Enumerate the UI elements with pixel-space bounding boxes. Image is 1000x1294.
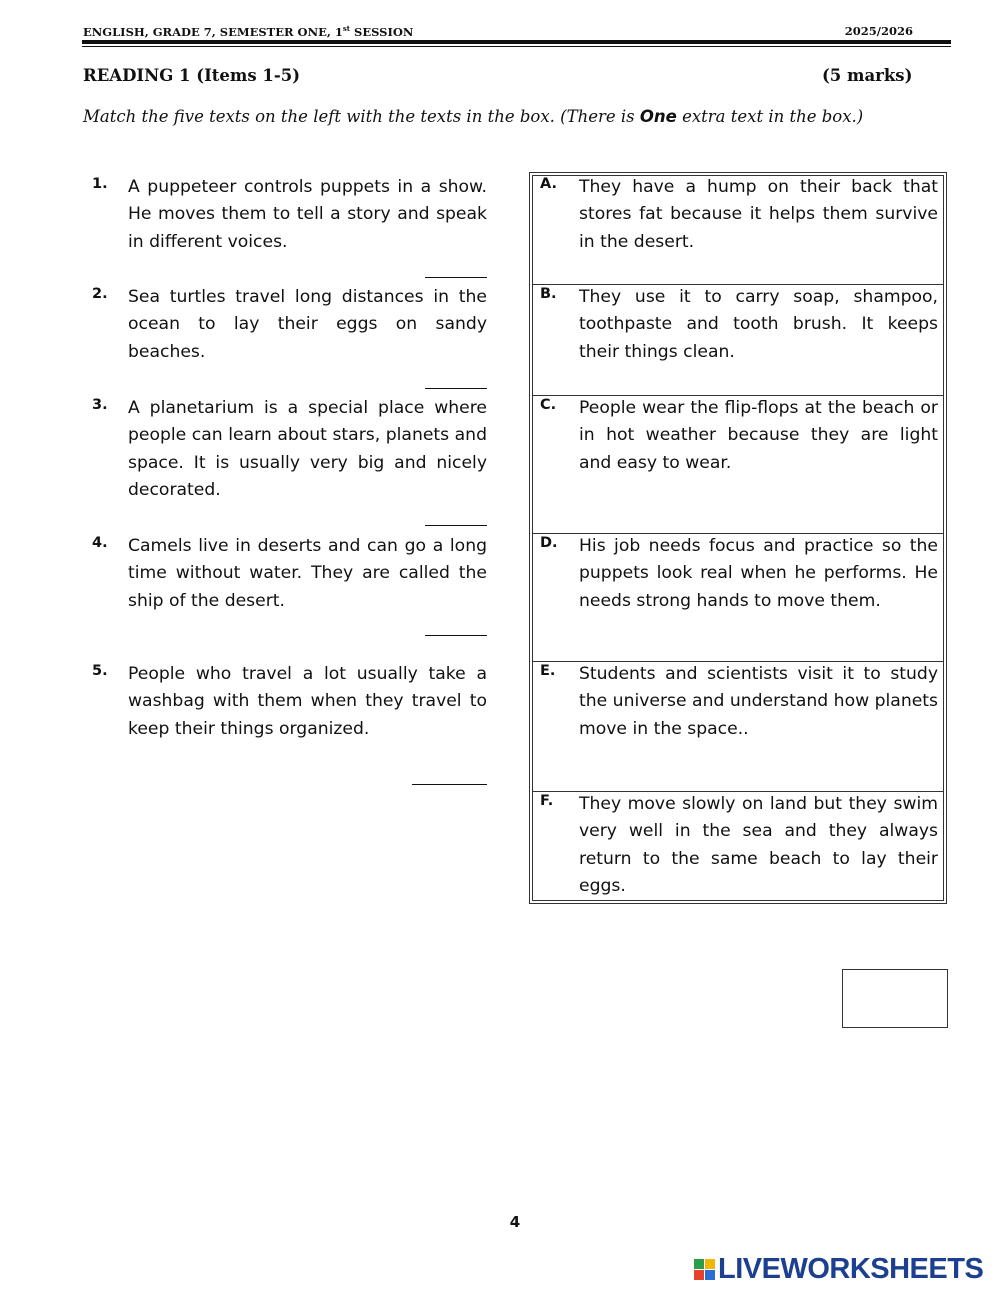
item-number: 1. bbox=[92, 176, 108, 192]
header-course: ENGLISH, GRADE 7, SEMESTER ONE, 1st SESSION bbox=[83, 24, 414, 39]
answer-blank-4[interactable] bbox=[425, 635, 487, 636]
section-marks: (5 marks) bbox=[822, 66, 913, 85]
item-number: 3. bbox=[92, 397, 108, 413]
option-letter: A. bbox=[540, 176, 557, 192]
header-rule-thin bbox=[82, 46, 951, 47]
liveworksheets-mark-icon bbox=[694, 1259, 716, 1281]
answer-blank-2[interactable] bbox=[425, 388, 487, 389]
item-number: 5. bbox=[92, 663, 108, 679]
option-letter: B. bbox=[540, 286, 557, 302]
item-number: 2. bbox=[92, 286, 108, 302]
item-text: Sea turtles travel long distances in the ocean to lay their eggs on sandy beaches. bbox=[128, 287, 487, 362]
option-letter: F. bbox=[540, 793, 554, 809]
section-title: READING 1 (Items 1-5) bbox=[83, 66, 301, 85]
score-box[interactable] bbox=[842, 969, 948, 1028]
item-number: 4. bbox=[92, 535, 108, 551]
option-text: His job needs focus and practice so the puppets look real when he performs. He needs strong hands to move them. bbox=[579, 536, 938, 611]
answer-blank-5[interactable] bbox=[412, 784, 487, 785]
option-text: Students and scientists visit it to study the universe and understand how planets move in the space.. bbox=[579, 664, 938, 739]
brand-name: LIVEWORKSHEETS bbox=[718, 1253, 984, 1285]
option-letter: E. bbox=[540, 663, 556, 679]
item-text: People who travel a lot usually take a washbag with them when they travel to keep their things organized. bbox=[128, 664, 487, 739]
item-text: Camels live in deserts and can go a long time without water. They are called the ship of the desert. bbox=[128, 536, 487, 611]
option-text: People wear the flip-flops at the beach or in hot weather because they are light and easy to wear. bbox=[579, 398, 938, 473]
answer-blank-3[interactable] bbox=[425, 525, 487, 526]
option-text: They move slowly on land but they swim very well in the sea and they always return to the same beach to lay their eggs. bbox=[579, 794, 938, 897]
instruction: Match the five texts on the left with the texts in the box. (There is One extra text in the box.) bbox=[83, 107, 864, 126]
answer-blank-1[interactable] bbox=[425, 277, 487, 278]
header-year: 2025/2026 bbox=[844, 24, 913, 38]
header-rule bbox=[82, 40, 951, 44]
page-header bbox=[83, 24, 913, 38]
option-text: They have a hump on their back that stores fat because it helps them survive in the desert. bbox=[579, 177, 938, 252]
item-text: A puppeteer controls puppets in a show. He moves them to tell a story and speak in different voices. bbox=[128, 177, 487, 252]
item-text: A planetarium is a special place where people can learn about stars, planets and space. It is usually very big and nicely decorated. bbox=[128, 398, 487, 501]
option-letter: C. bbox=[540, 397, 557, 413]
option-text: They use it to carry soap, shampoo, toothpaste and tooth brush. It keeps their things clean. bbox=[579, 287, 938, 362]
option-letter: D. bbox=[540, 535, 558, 551]
page-number: 4 bbox=[509, 1213, 521, 1231]
